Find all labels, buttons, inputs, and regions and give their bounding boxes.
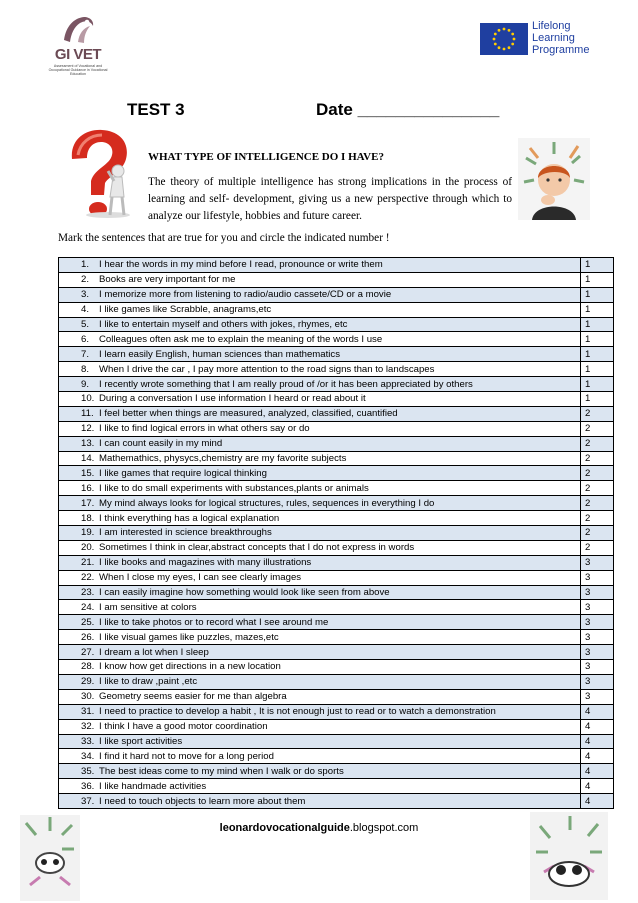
question-cell: [59, 317, 581, 332]
question-cell: [59, 749, 581, 764]
question-number: 11.: [81, 408, 94, 420]
question-cell: [59, 287, 581, 302]
score-cell[interactable]: 2: [581, 466, 614, 481]
table-row: [59, 779, 614, 794]
question-cell: [59, 347, 581, 362]
question-cell: [59, 630, 581, 645]
score-cell[interactable]: 2: [581, 540, 614, 555]
question-number: 27.: [81, 646, 95, 658]
question-number: 33.: [81, 735, 95, 747]
question-text: Books are very important for me: [99, 274, 236, 286]
question-cell: [59, 421, 581, 436]
question-number: 16.: [81, 482, 95, 494]
question-number: 10.: [81, 393, 95, 405]
score-cell[interactable]: 3: [581, 570, 614, 585]
question-cell: [59, 272, 581, 287]
question-text: I like to find logical errors in what others say or do: [99, 423, 310, 435]
question-text: I memorize more from listening to radio/audio cassete/CD or a movie: [99, 289, 392, 301]
question-number: 35.: [81, 765, 95, 777]
question-mark-figure-icon: [58, 125, 140, 220]
question-cell: [59, 615, 581, 630]
table-row: [59, 496, 614, 511]
question-text: I can count easily in my mind: [99, 438, 223, 450]
score-cell[interactable]: 1: [581, 258, 614, 273]
question-number: 2.: [81, 274, 90, 286]
question-text: I recently wrote something that I am really proud of /or it has been appreciated by others: [99, 378, 473, 390]
question-cell: [59, 570, 581, 585]
question-number: 7.: [81, 348, 90, 360]
llp-label: Lifelong Learning Programme: [532, 20, 590, 56]
question-text: I like to entertain myself and others with jokes, rhymes, etc: [99, 319, 348, 330]
question-number: 3.: [81, 289, 90, 301]
givet-name: GI VET: [54, 46, 102, 63]
question-cell: [59, 451, 581, 466]
question-text: Mathemathics, physycs,chemistry are my favorite subjects: [99, 453, 347, 465]
score-cell[interactable]: 1: [581, 317, 614, 332]
question-text: I like to do small experiments with substances,plants or animals: [99, 482, 369, 494]
score-cell[interactable]: 1: [581, 272, 614, 287]
footer-url-bold: leonardovocationalguide: [219, 822, 350, 834]
question-number: 36.: [81, 780, 95, 792]
score-cell[interactable]: 1: [581, 377, 614, 392]
score-cell[interactable]: 4: [581, 719, 614, 734]
question-number: 30.: [81, 691, 95, 703]
givet-subtitle: Assessment of Vocational and Occupational Guidance in Vocational Education: [48, 64, 108, 76]
question-text: I dream a lot when I sleep: [99, 646, 209, 658]
table-row: [59, 347, 614, 362]
question-number: 32.: [81, 721, 95, 733]
table-row: [59, 540, 614, 555]
question-number: 15.: [81, 467, 95, 479]
score-cell[interactable]: 2: [581, 406, 614, 421]
table-row: [59, 272, 614, 287]
questions-table-body: [59, 258, 614, 809]
table-row: [59, 749, 614, 764]
llp-logo: [480, 20, 610, 58]
question-text: Geometry seems easier for me than algebra: [99, 691, 287, 703]
question-text: I need to touch objects to learn more about them: [99, 795, 306, 807]
table-row: [59, 258, 614, 273]
question-text: I am interested in science breakthroughs: [99, 527, 272, 539]
table-row: [59, 317, 614, 332]
question-number: 29.: [81, 676, 95, 688]
question-text: I know how get directions in a new location: [99, 661, 281, 673]
question-text: I like visual games like puzzles, mazes,etc: [99, 631, 279, 643]
givet-emblem-icon: [60, 14, 96, 46]
test-title: TEST 3: [127, 100, 185, 119]
table-row: [59, 451, 614, 466]
score-cell[interactable]: 4: [581, 764, 614, 779]
question-text: I think everything has a logical explanation: [99, 512, 280, 524]
table-row: [59, 794, 614, 809]
score-cell[interactable]: 3: [581, 630, 614, 645]
table-row: [59, 660, 614, 675]
footer-right-illustration-icon: [530, 812, 608, 900]
table-row: [59, 511, 614, 526]
intro-heading: WHAT TYPE OF INTELLIGENCE DO I HAVE?: [148, 151, 384, 163]
question-cell: [59, 302, 581, 317]
question-text: Sometimes I think in clear,abstract concepts that I do not express in words: [99, 542, 415, 554]
score-cell[interactable]: 3: [581, 600, 614, 615]
question-cell: [59, 332, 581, 347]
footer-url-rest: .blogspot.com: [349, 822, 419, 834]
question-text: I like handmade activities: [99, 780, 207, 792]
question-number: 14.: [81, 453, 95, 465]
question-number: 24.: [81, 601, 95, 613]
table-row: [59, 674, 614, 689]
table-row: [59, 287, 614, 302]
table-row: [59, 362, 614, 377]
question-cell: [59, 481, 581, 496]
table-row: [59, 526, 614, 541]
score-cell[interactable]: 1: [581, 302, 614, 317]
question-text: I need to practice to develop a habit , It is not enough just to read or to watch a demonstration: [99, 706, 496, 718]
question-text: I can easily imagine how something would look like seen from above: [99, 587, 390, 599]
question-text: My mind always looks for logical structures, rules, sequences in everything I do: [99, 497, 435, 509]
question-number: 25.: [81, 616, 95, 628]
question-cell: [59, 674, 581, 689]
score-cell[interactable]: 4: [581, 779, 614, 794]
score-cell[interactable]: 4: [581, 749, 614, 764]
score-cell[interactable]: 1: [581, 287, 614, 302]
table-row: [59, 734, 614, 749]
question-cell: [59, 258, 581, 273]
score-cell[interactable]: 4: [581, 734, 614, 749]
question-number: 12.: [81, 423, 95, 435]
eu-flag-icon: [480, 23, 528, 55]
question-cell: [59, 377, 581, 392]
score-cell[interactable]: 1: [581, 332, 614, 347]
table-row: [59, 764, 614, 779]
table-row: [59, 615, 614, 630]
question-text: Colleagues often ask me to explain the meaning of the words I use: [99, 333, 383, 345]
score-cell[interactable]: 2: [581, 496, 614, 511]
score-cell[interactable]: 4: [581, 794, 614, 809]
question-number: 20.: [81, 542, 95, 554]
table-row: [59, 600, 614, 615]
question-number: 37.: [81, 795, 95, 807]
table-row: [59, 436, 614, 451]
question-cell: [59, 719, 581, 734]
question-text: I find it hard not to move for a long period: [99, 750, 274, 762]
score-cell[interactable]: 1: [581, 392, 614, 407]
table-row: [59, 421, 614, 436]
question-cell: [59, 436, 581, 451]
instruction-text: Mark the sentences that are true for you and circle the indicated number !: [58, 232, 390, 244]
givet-logo: [38, 12, 118, 74]
question-cell: [59, 600, 581, 615]
score-cell[interactable]: 3: [581, 645, 614, 660]
score-cell[interactable]: 3: [581, 615, 614, 630]
question-cell: [59, 704, 581, 719]
question-number: 17.: [81, 497, 95, 509]
thinking-person-icon: [518, 138, 590, 220]
question-cell: [59, 660, 581, 675]
question-text: I learn easily English, human sciences than mathematics: [99, 348, 341, 360]
score-cell[interactable]: 3: [581, 555, 614, 570]
question-cell: [59, 511, 581, 526]
question-text: I think I have a good motor coordination: [99, 721, 268, 733]
question-text: During a conversation I use information I heard or read about it: [99, 393, 366, 405]
question-number: 19.: [81, 527, 95, 539]
table-row: [59, 466, 614, 481]
table-row: [59, 555, 614, 570]
question-cell: [59, 392, 581, 407]
question-text: I am sensitive at colors: [99, 601, 197, 613]
table-row: [59, 302, 614, 317]
question-cell: [59, 585, 581, 600]
table-row: [59, 630, 614, 645]
score-cell[interactable]: 1: [581, 347, 614, 362]
score-cell[interactable]: 3: [581, 585, 614, 600]
score-cell[interactable]: 2: [581, 526, 614, 541]
score-cell[interactable]: 4: [581, 704, 614, 719]
question-cell: [59, 764, 581, 779]
table-row: [59, 377, 614, 392]
score-cell[interactable]: 2: [581, 421, 614, 436]
question-text: When I drive the car , I pay more attention to the road signs than to landscapes: [99, 363, 435, 375]
table-row: [59, 645, 614, 660]
question-cell: [59, 526, 581, 541]
score-cell[interactable]: 3: [581, 660, 614, 675]
question-cell: [59, 734, 581, 749]
question-text: I like to draw ,paint ,etc: [99, 676, 198, 688]
question-number: 31.: [81, 706, 95, 718]
score-cell[interactable]: 2: [581, 451, 614, 466]
table-row: [59, 332, 614, 347]
date-field-label: Date _______________: [316, 100, 500, 119]
question-number: 13.: [81, 438, 95, 450]
question-number: 26.: [81, 631, 95, 643]
question-cell: [59, 496, 581, 511]
question-cell: [59, 794, 581, 809]
question-cell: [59, 362, 581, 377]
score-cell[interactable]: 2: [581, 511, 614, 526]
question-number: 8.: [81, 363, 90, 375]
question-text: I like books and magazines with many illustrations: [99, 557, 312, 569]
question-cell: [59, 540, 581, 555]
table-row: [59, 585, 614, 600]
question-number: 18.: [81, 512, 95, 524]
table-row: [59, 689, 614, 704]
questions-table: [58, 257, 614, 809]
table-row: [59, 481, 614, 496]
table-row: [59, 719, 614, 734]
score-cell[interactable]: 3: [581, 674, 614, 689]
question-text: The best ideas come to my mind when I walk or do sports: [99, 765, 344, 777]
question-number: 5.: [81, 319, 90, 330]
table-row: [59, 406, 614, 421]
question-cell: [59, 779, 581, 794]
intro-body: The theory of multiple intelligence has strong implications in the process of learning and self- development, giving us a new perspective through which to analyze our lifestyle, hobbies and future career.: [148, 176, 512, 222]
question-number: 1.: [81, 259, 90, 271]
table-row: [59, 570, 614, 585]
question-text: I like games that require logical thinking: [99, 467, 267, 479]
question-text: I hear the words in my mind before I read, pronounce or write them: [99, 259, 383, 271]
score-cell[interactable]: 2: [581, 481, 614, 496]
question-text: I like sport activities: [99, 735, 183, 747]
score-cell[interactable]: 3: [581, 689, 614, 704]
question-text: I feel better when things are measured, analyzed, classified, cuantified: [99, 408, 398, 420]
question-number: 23.: [81, 587, 95, 599]
question-text: I like games like Scrabble, anagrams,etc: [99, 304, 272, 316]
question-text: I like to take photos or to record what I see around me: [99, 616, 329, 628]
table-row: [59, 392, 614, 407]
question-number: 4.: [81, 304, 90, 316]
question-cell: [59, 466, 581, 481]
score-cell[interactable]: 1: [581, 362, 614, 377]
table-row: [59, 704, 614, 719]
question-text: When I close my eyes, I can see clearly images: [99, 572, 302, 584]
question-number: 6.: [81, 333, 90, 345]
question-cell: [59, 555, 581, 570]
question-number: 21.: [81, 557, 95, 569]
question-number: 34.: [81, 750, 95, 762]
question-number: 9.: [81, 378, 90, 390]
question-number: 22.: [81, 572, 95, 584]
question-cell: [59, 406, 581, 421]
score-cell[interactable]: 2: [581, 436, 614, 451]
question-number: 28.: [81, 661, 95, 673]
question-cell: [59, 689, 581, 704]
question-cell: [59, 645, 581, 660]
